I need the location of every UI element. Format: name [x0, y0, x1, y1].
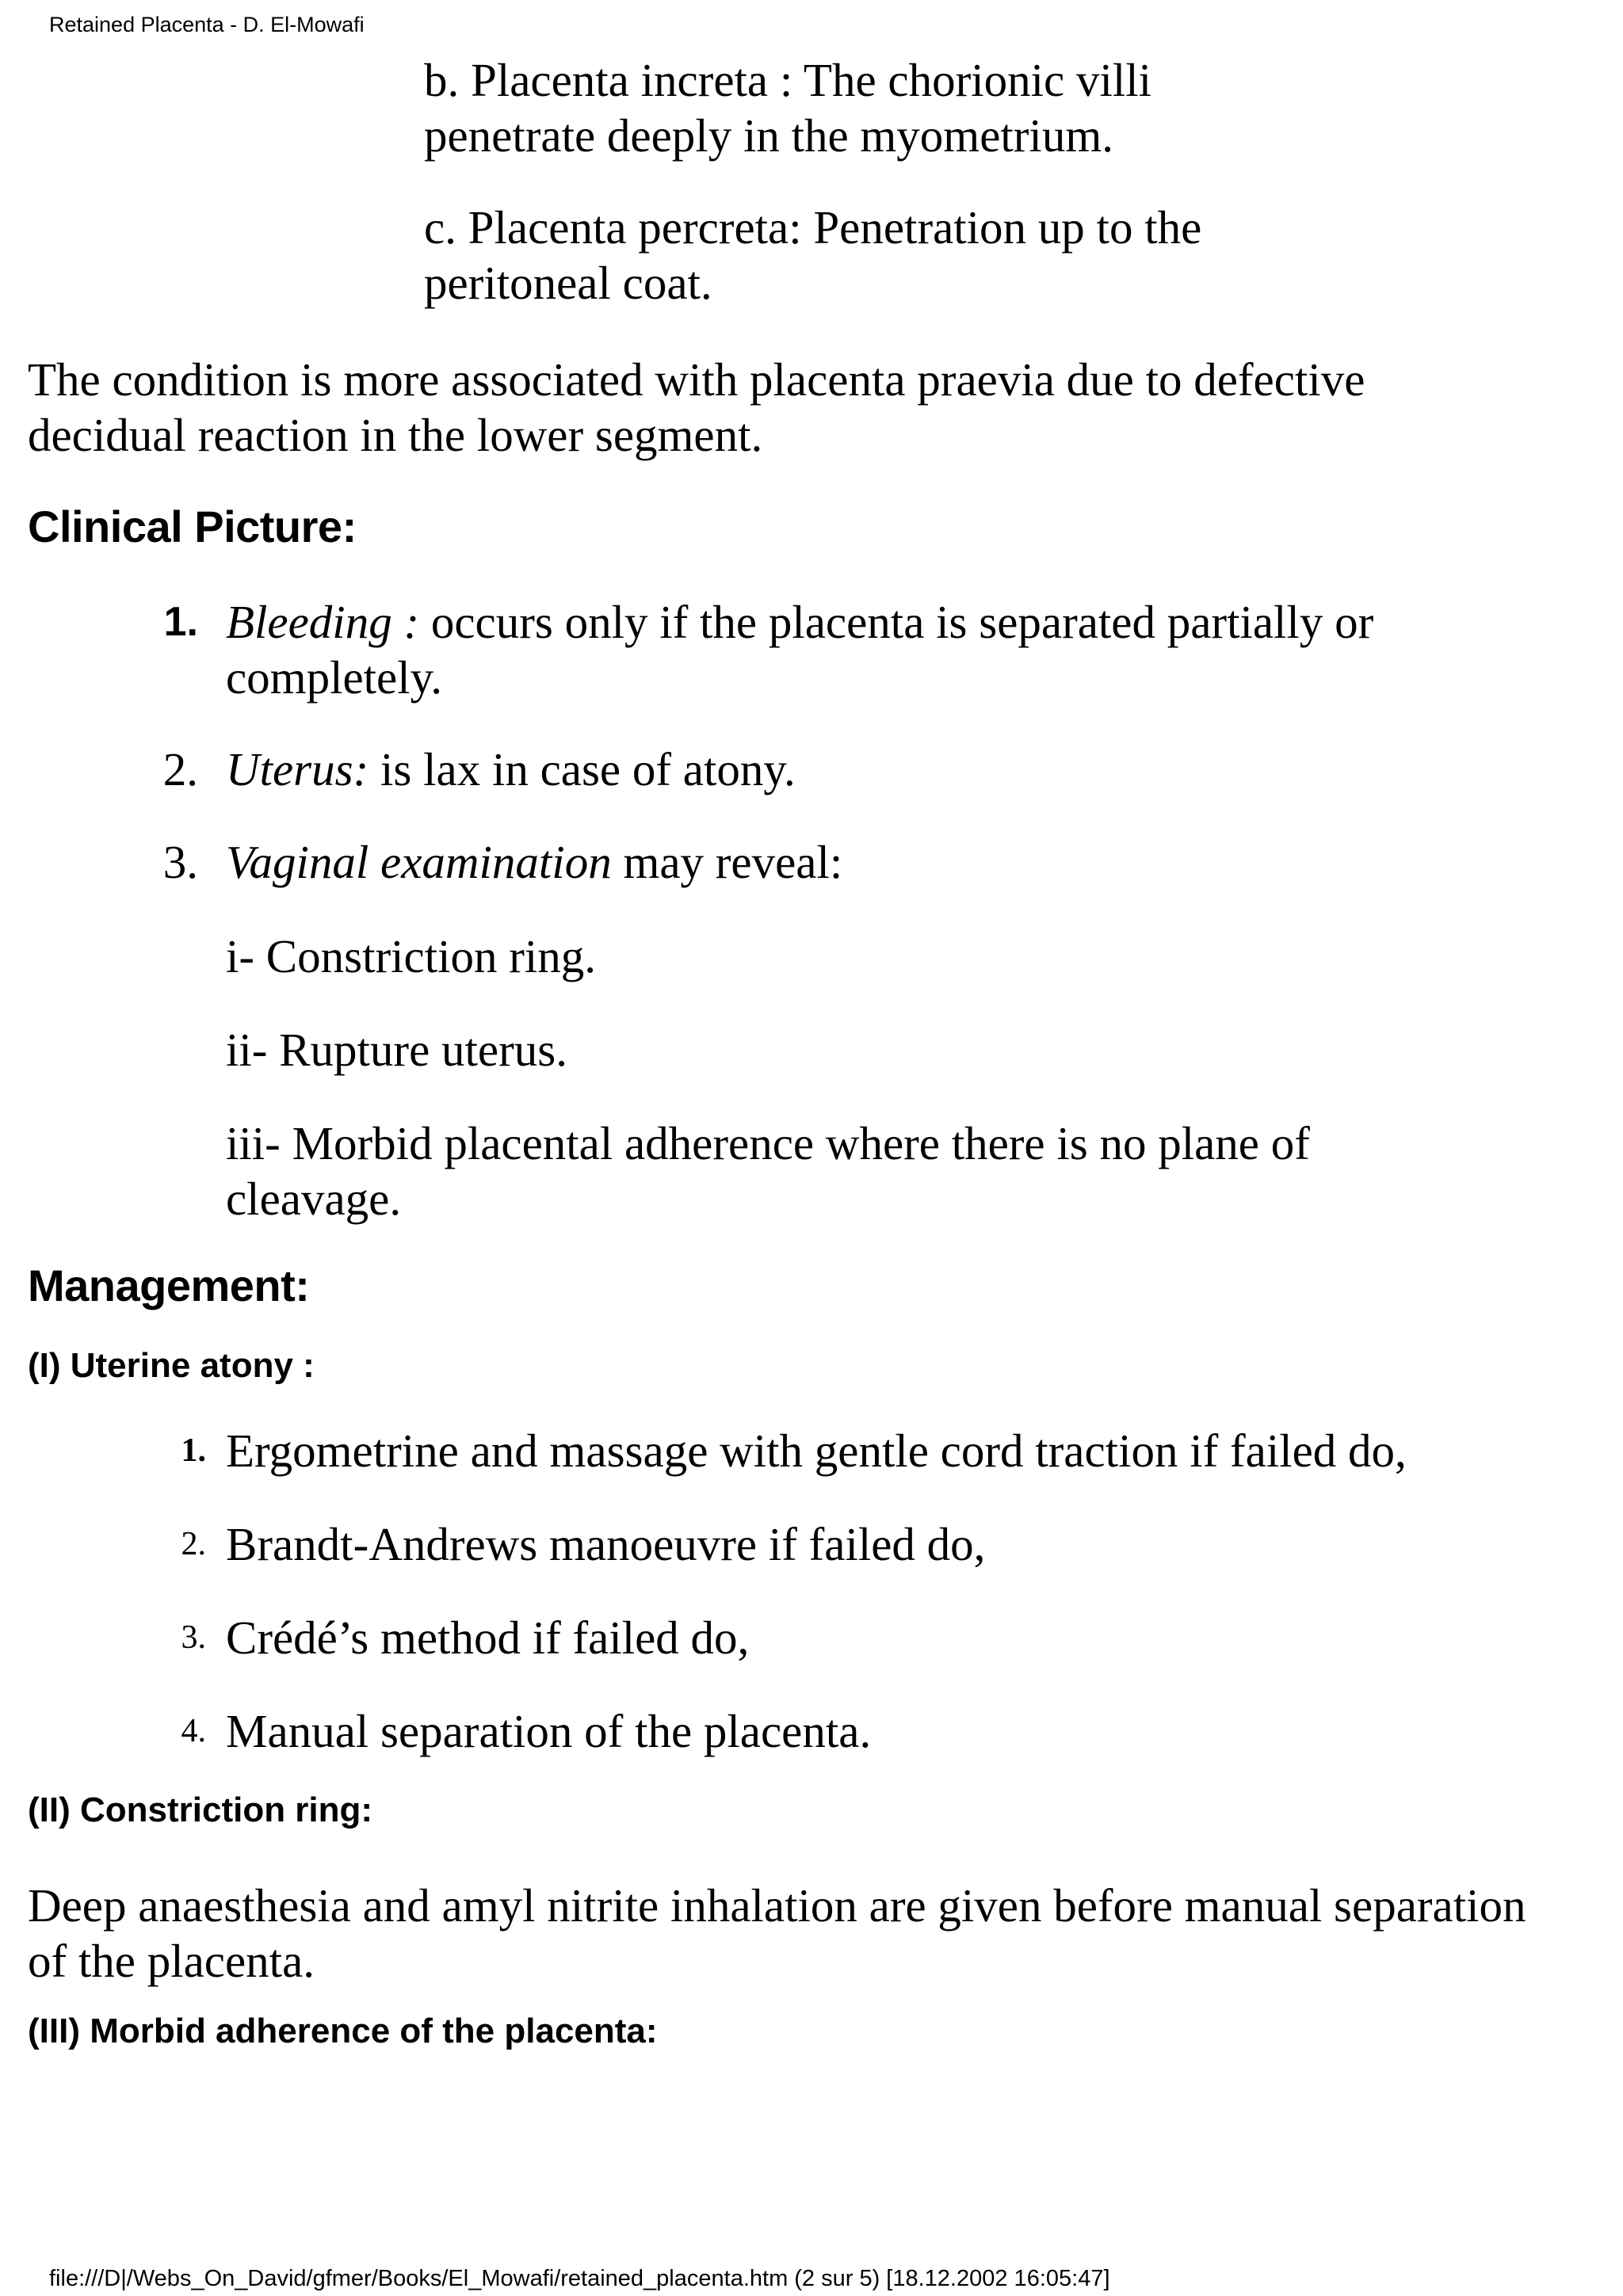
type-b-paragraph: b. Placenta increta : The chorionic villi penetrate deeply in the myometrium. [424, 54, 1152, 162]
type-c-paragraph: c. Placenta percreta: Penetration up to the peritoneal coat. [424, 201, 1202, 309]
atony-item-number: 4. [181, 1713, 206, 1749]
clinical-item-bleeding [226, 594, 1557, 705]
morbid-adherence-heading: (III) Morbid adherence of the placenta: [28, 2012, 658, 2050]
clinical-item-term: Bleeding : [226, 596, 420, 648]
atony-item-brandt-andrews: Brandt-Andrews manoeuvre if failed do, [226, 1518, 986, 1570]
clinical-subitem-constriction: i- Constriction ring. [226, 930, 597, 982]
constriction-ring-paragraph: Deep anaesthesia and amyl nitrite inhalation are given before manual separation of the placenta. [28, 1879, 1526, 1987]
page-header-title: Retained Placenta - D. El-Mowafi [49, 13, 365, 36]
atony-item-number: 1. [181, 1432, 206, 1469]
clinical-item-text: is lax in case of atony. [369, 743, 796, 795]
clinical-picture-heading: Clinical Picture: [28, 502, 357, 551]
page-footer-url: file:///D|/Webs_On_David/gfmer/Books/El_Mowafi/retained_placenta.htm (2 sur 5) [18.12.2002 16:05:47] [49, 2266, 1110, 2291]
clinical-item-vaginal-exam [226, 834, 1557, 890]
clinical-item-term: Uterus: [226, 743, 369, 795]
constriction-ring-heading: (II) Constriction ring: [28, 1791, 373, 1829]
clinical-item-uterus [226, 742, 1557, 797]
clinical-subitem-morbid: iii- Morbid placental adherence where there is no plane of cleavage. [226, 1117, 1310, 1225]
clinical-item-term: Vaginal examination [226, 836, 612, 888]
atony-item-crede: Crédé’s method if failed do, [226, 1611, 750, 1664]
atony-item-ergometrine: Ergometrine and massage with gentle cord traction if failed do, [226, 1425, 1407, 1477]
atony-item-number: 2. [181, 1526, 206, 1562]
atony-item-manual-separation: Manual separation of the placenta. [226, 1705, 872, 1757]
clinical-item-text: may reveal: [611, 836, 843, 888]
uterine-atony-heading: (I) Uterine atony : [28, 1346, 315, 1385]
management-heading: Management: [28, 1261, 310, 1310]
clinical-item-number: 1. [163, 599, 198, 645]
clinical-item-number: 2. [162, 743, 198, 795]
clinical-subitem-rupture: ii- Rupture uterus. [226, 1024, 567, 1076]
clinical-item-text: occurs only if the placenta is separated partially or completely. [226, 596, 1374, 704]
clinical-item-number: 3. [162, 836, 198, 888]
condition-paragraph: The condition is more associated with placenta praevia due to defective decidual reaction in the lower segment. [28, 353, 1365, 461]
atony-item-number: 3. [181, 1619, 206, 1656]
